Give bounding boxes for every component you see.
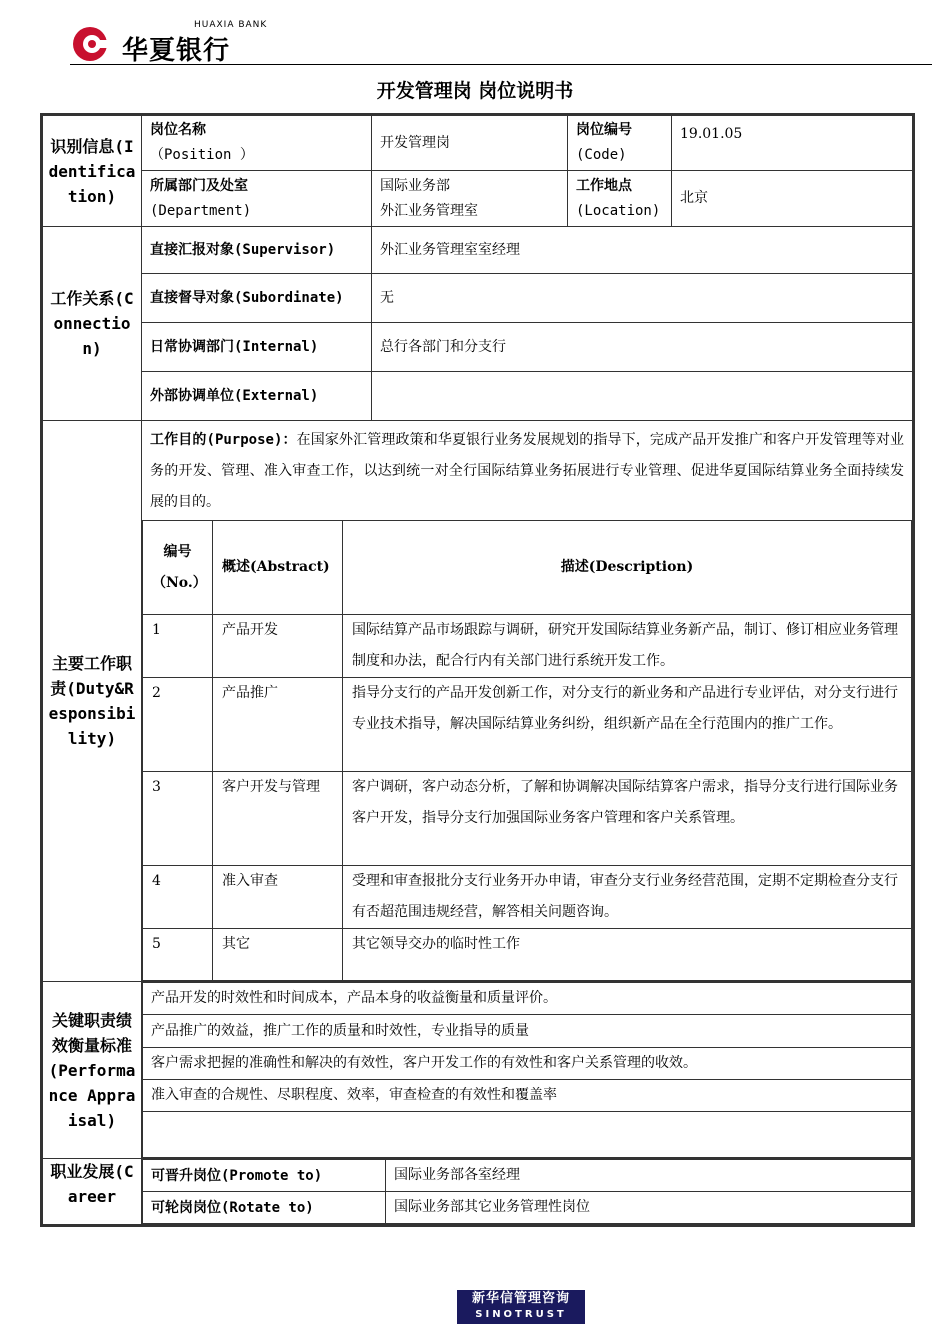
table-row [143,772,912,866]
table-row [143,929,912,981]
duty-no: 3 [143,772,213,866]
department-label: 所属部门及处室 (Department) [142,171,372,227]
location-value: 北京 [672,171,914,227]
performance-category: 关键职责绩效衡量标准(Performance Appraisal) [42,982,142,1159]
list-item [143,1080,912,1112]
sinotrust-chinese-name: 新华信管理咨询 [471,1291,570,1306]
performance-item [143,1112,912,1158]
promote-value: 国际业务部各室经理 [386,1160,912,1192]
supervisor-label: 直接汇报对象(Supervisor) [142,227,372,274]
rotate-value: 国际业务部其它业务管理性岗位 [386,1192,912,1224]
performance-item: 产品推广的效益，推广工作的质量和时效性，专业指导的质量 [143,1015,912,1048]
huaxia-bank-logo-icon [70,24,110,64]
sinotrust-logo [457,1290,585,1324]
duties-table [142,520,912,981]
duty-no: 5 [143,929,213,981]
duties-content [142,421,914,982]
external-label: 外部协调单位(External) [142,372,372,421]
table-row [143,866,912,929]
table-row [143,678,912,772]
duty-description: 客户调研，客户动态分析，了解和协调解决国际结算客户需求，指导分支行进行国际业务客户开发，指导分支行加强国际业务客户管理和客户关系管理。 [343,772,912,866]
list-item [143,1048,912,1080]
purpose-paragraph [142,421,912,520]
position-label: 岗位名称 （Position ） [142,115,372,171]
duty-abstract: 准入审查 [213,866,343,929]
position-value: 开发管理岗 [372,115,568,171]
identification-category: 识别信息(Identification) [42,115,142,227]
code-label: 岗位编号 (Code) [568,115,672,171]
list-item [143,1112,912,1158]
connection-category: 工作关系(Connection) [42,227,142,421]
internal-value: 总行各部门和分支行 [372,323,914,372]
performance-content [142,982,914,1159]
internal-label: 日常协调部门(Internal) [142,323,372,372]
bank-english-name: HUAXIA BANK [194,20,268,30]
duty-description: 指导分支行的产品开发创新工作，对分支行的新业务和产品进行专业评估，对分支行进行专业技术指导，解决国际结算业务纠纷，组织新产品在全行范围内的推广工作。 [343,678,912,772]
column-header-no: 编号（No.） [143,521,213,615]
duties-category: 主要工作职责(Duty&Responsibility) [42,421,142,982]
subordinate-label: 直接督导对象(Subordinate) [142,274,372,323]
duty-description: 国际结算产品市场跟踪与调研，研究开发国际结算业务新产品，制订、修订相应业务管理制度和办法，配合行内有关部门进行系统开发工作。 [343,615,912,678]
promote-label: 可晋升岗位(Promote to) [143,1160,386,1192]
job-description-table [40,113,915,1227]
duty-no: 4 [143,866,213,929]
bank-chinese-name: 华夏银行 [122,36,231,66]
duty-abstract: 产品推广 [213,678,343,772]
performance-item: 产品开发的时效性和时间成本，产品本身的收益衡量和质量评价。 [143,983,912,1015]
duty-no: 2 [143,678,213,772]
external-value [372,372,914,421]
column-header-description: 描述(Description) [343,521,912,615]
list-item [143,1015,912,1048]
duty-description: 受理和审查报批分支行业务开办申请，审查分支行业务经营范围，定期不定期检查分支行有否超范围违规经营，解答相关问题咨询。 [343,866,912,929]
supervisor-value: 外汇业务管理室室经理 [372,227,914,274]
career-table [142,1159,912,1224]
purpose-text: 在国家外汇管理政策和华夏银行业务发展规划的指导下，完成产品开发推广和客户开发管理等对业务的开发、管理、准入审查工作，以达到统一对全行国际结算业务拓展进行专业管理、促进华夏国际结算业务全面持续发展的目的。 [150,432,905,510]
table-row [143,615,912,678]
location-label: 工作地点 (Location) [568,171,672,227]
duty-abstract: 产品开发 [213,615,343,678]
rotate-label: 可轮岗岗位(Rotate to) [143,1192,386,1224]
duty-abstract: 其它 [213,929,343,981]
purpose-label: 工作目的(Purpose)： [150,432,297,448]
header-divider [70,64,932,65]
column-header-abstract: 概述(Abstract) [213,521,343,615]
career-content [142,1159,914,1226]
performance-table [142,982,912,1158]
list-item [143,983,912,1015]
duty-description: 其它领导交办的临时性工作 [343,929,912,981]
duty-no: 1 [143,615,213,678]
performance-item: 准入审查的合规性、尽职程度、效率，审查检查的有效性和覆盖率 [143,1080,912,1112]
code-value: 19.01.05 [672,115,914,171]
duty-abstract: 客户开发与管理 [213,772,343,866]
career-category: 职业发展(Career [42,1159,142,1226]
performance-item: 客户需求把握的准确性和解决的有效性，客户开发工作的有效性和客户关系管理的收效。 [143,1048,912,1080]
subordinate-value: 无 [372,274,914,323]
department-value: 国际业务部 外汇业务管理室 [372,171,568,227]
sinotrust-english-name: SINOTRUST [475,1309,567,1320]
page-title: 开发管理岗 岗位说明书 [376,80,574,102]
